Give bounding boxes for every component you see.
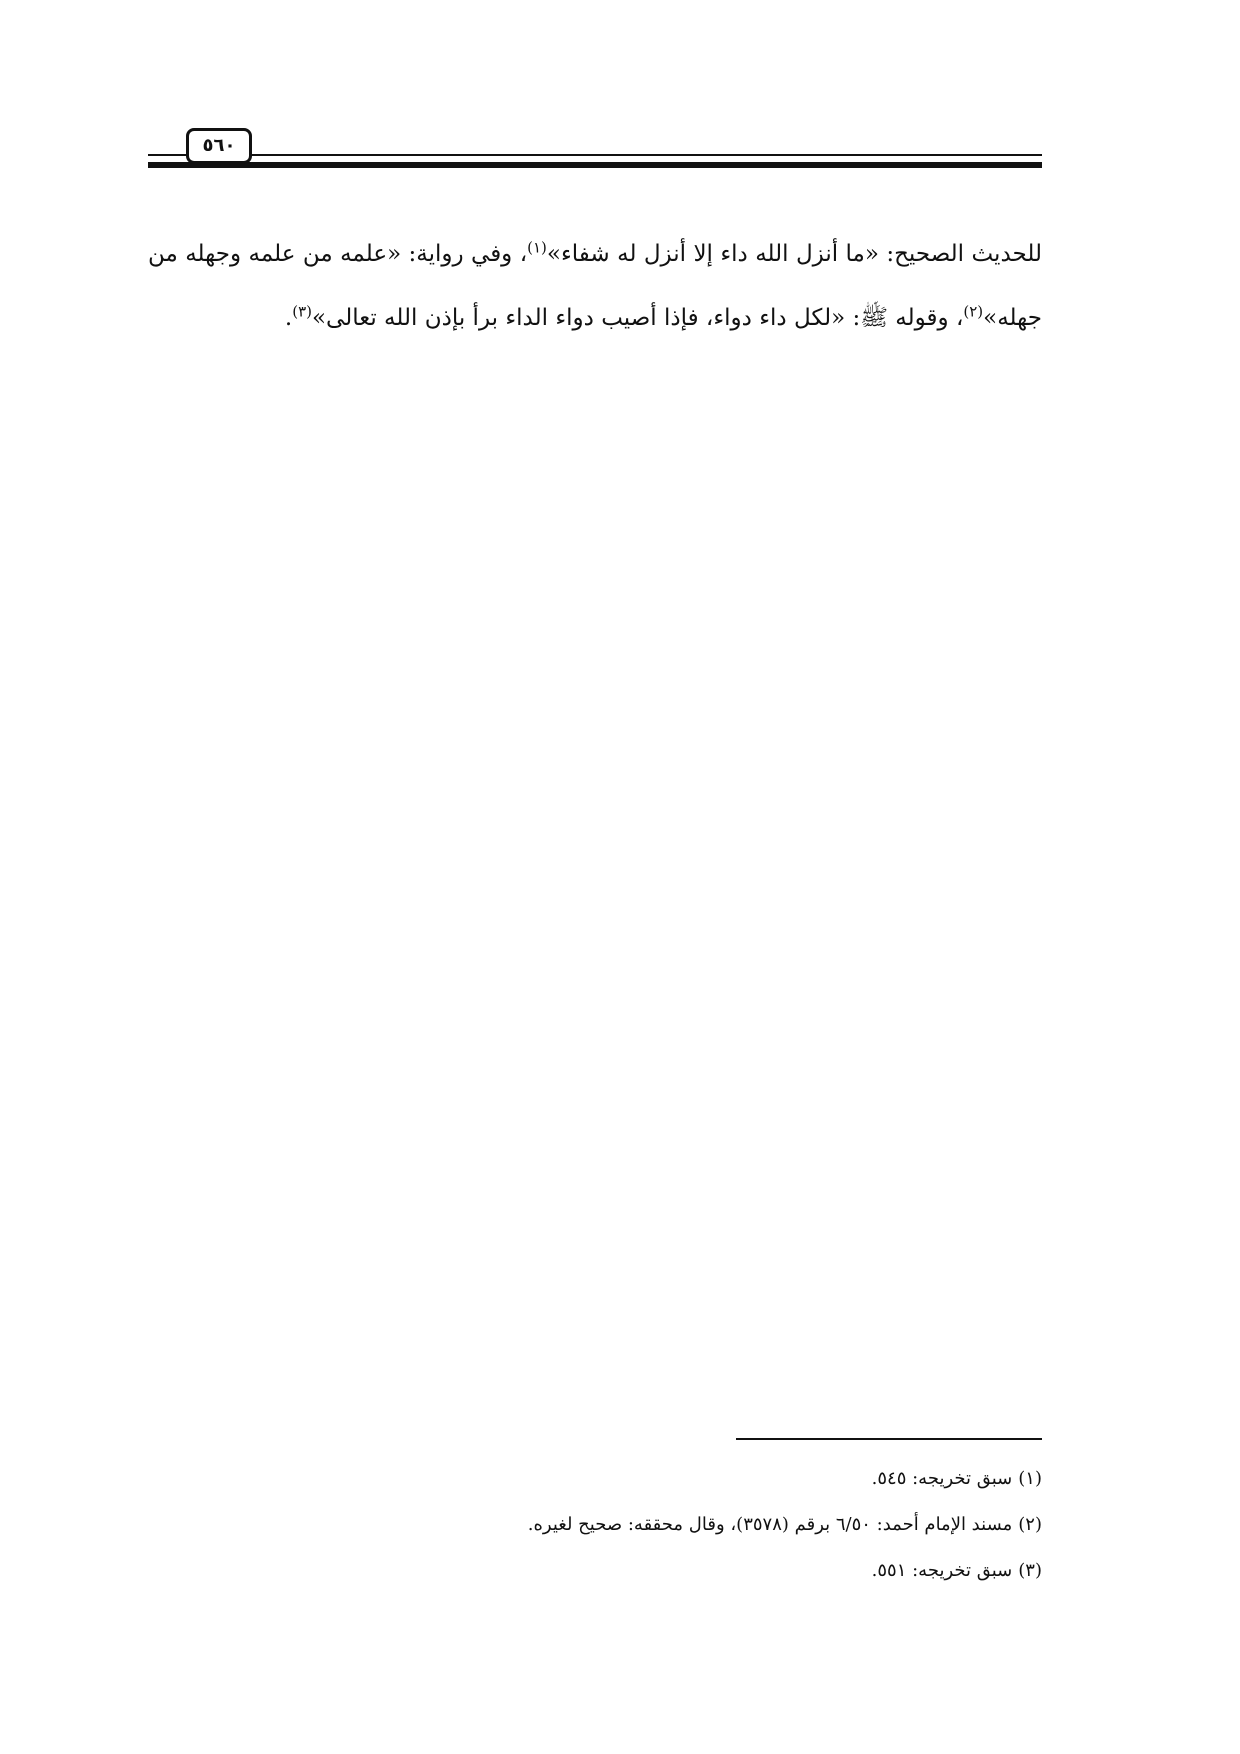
main-text xyxy=(148,222,1042,350)
footnote-reference[interactable]: (٢) xyxy=(963,302,984,321)
footnote-item xyxy=(148,1456,1042,1502)
header-thick-rule xyxy=(148,162,1042,168)
body-paragraph xyxy=(148,222,1042,350)
footnote-text: سبق تخريجه: ٥٤٥. xyxy=(871,1468,1013,1489)
footnote-item xyxy=(148,1548,1042,1594)
footnote-separator xyxy=(736,1438,1042,1440)
body-segment: . xyxy=(284,305,293,331)
footnote-reference[interactable]: (٣) xyxy=(292,302,312,321)
footnote-number: (١) xyxy=(1018,1468,1042,1489)
body-segment: ، وقوله ﷺ: «لكل داء دواء، فإذا أصيب دواء الداء برأ بإذن الله تعالى» xyxy=(311,305,964,331)
header-thin-rule xyxy=(148,154,1042,156)
footnote-text: سبق تخريجه: ٥٥١. xyxy=(871,1560,1013,1581)
footnote-text: مسند الإمام أحمد: ٦/٥٠ برقم (٣٥٧٨)، وقال محققه: صحيح لغيره. xyxy=(527,1514,1013,1535)
footnote-item xyxy=(148,1502,1042,1548)
body-segment: للحديث الصحيح: «ما أنزل الله داء إلا أنزل له شفاء» xyxy=(546,241,1042,267)
footnote-reference[interactable]: (١) xyxy=(527,238,547,257)
footnote-number: (٣) xyxy=(1018,1560,1042,1581)
footnotes xyxy=(148,1456,1042,1594)
body-segment: ، وفي رواية: «علمه من علمه وجهله من جهله» xyxy=(148,241,1042,331)
page-number: ٥٦٠ xyxy=(186,128,252,164)
footnote-number: (٢) xyxy=(1018,1514,1042,1535)
page-header xyxy=(148,128,1042,172)
